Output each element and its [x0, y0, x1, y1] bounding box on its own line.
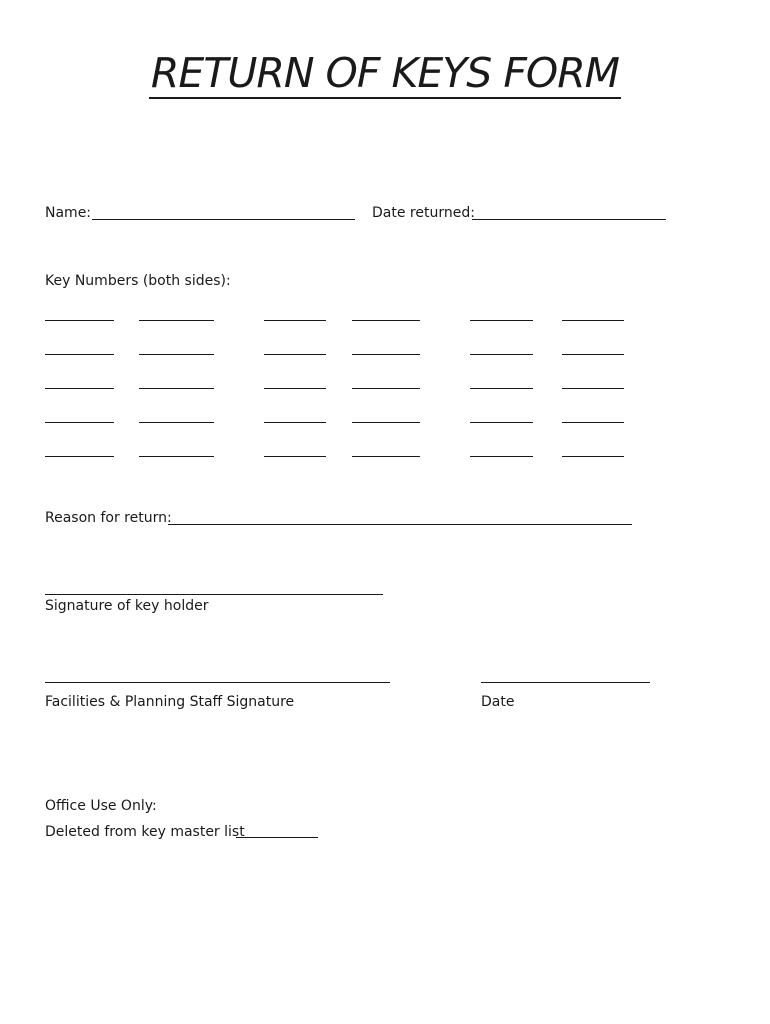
deleted-from-master-label: Deleted from key master list [45, 824, 245, 840]
key-number-field[interactable] [352, 456, 420, 457]
key-number-field[interactable] [139, 456, 214, 457]
key-number-field[interactable] [562, 354, 624, 355]
name-field[interactable] [92, 219, 355, 220]
key-holder-signature-label: Signature of key holder [45, 598, 209, 614]
key-number-field[interactable] [562, 456, 624, 457]
key-number-field[interactable] [470, 354, 533, 355]
key-number-field[interactable] [264, 320, 326, 321]
key-number-field[interactable] [470, 388, 533, 389]
key-number-field[interactable] [45, 354, 114, 355]
key-number-field[interactable] [139, 388, 214, 389]
office-use-label: Office Use Only: [45, 798, 157, 814]
key-number-field[interactable] [562, 422, 624, 423]
key-holder-signature-line[interactable] [45, 594, 383, 595]
reason-label: Reason for return: [45, 510, 172, 526]
key-number-field[interactable] [139, 422, 214, 423]
key-number-field[interactable] [264, 422, 326, 423]
key-number-field[interactable] [264, 354, 326, 355]
key-number-field[interactable] [352, 354, 420, 355]
key-number-field[interactable] [45, 456, 114, 457]
key-number-field[interactable] [352, 388, 420, 389]
key-number-field[interactable] [562, 388, 624, 389]
staff-date-line[interactable] [481, 682, 650, 683]
key-number-field[interactable] [45, 422, 114, 423]
deleted-from-master-field[interactable] [236, 837, 318, 838]
date-returned-label: Date returned: [372, 205, 475, 221]
key-number-field[interactable] [264, 456, 326, 457]
key-number-field[interactable] [264, 388, 326, 389]
date-returned-field[interactable] [472, 219, 666, 220]
key-number-field[interactable] [139, 354, 214, 355]
key-number-field[interactable] [139, 320, 214, 321]
staff-signature-label: Facilities & Planning Staff Signature [45, 694, 295, 710]
key-number-field[interactable] [470, 320, 533, 321]
key-numbers-label: Key Numbers (both sides): [45, 273, 231, 289]
key-number-field[interactable] [352, 422, 420, 423]
key-number-field[interactable] [470, 456, 533, 457]
reason-field[interactable] [168, 524, 632, 525]
key-number-field[interactable] [45, 320, 114, 321]
staff-signature-line[interactable] [45, 682, 390, 683]
staff-date-label: Date [481, 694, 515, 710]
key-number-field[interactable] [470, 422, 533, 423]
key-number-field[interactable] [45, 388, 114, 389]
key-number-field[interactable] [562, 320, 624, 321]
name-label: Name: [45, 205, 92, 221]
key-number-field[interactable] [352, 320, 420, 321]
form-title [0, 48, 770, 98]
form-title-text: RETURN OF KEYS FORM [150, 49, 620, 97]
